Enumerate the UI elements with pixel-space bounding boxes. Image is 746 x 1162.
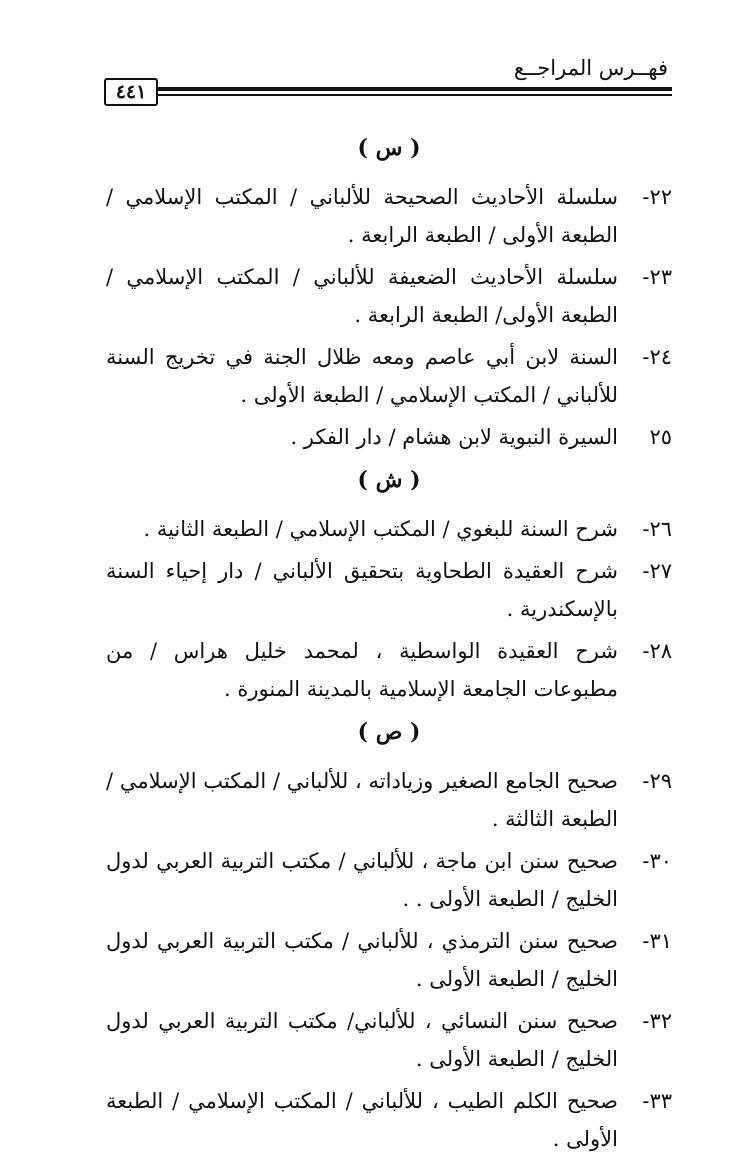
entry-number: ٢٥ — [649, 425, 672, 449]
header-rule-thick — [156, 87, 672, 91]
reference-entry — [106, 842, 672, 918]
reference-entry — [106, 762, 672, 838]
entry-text: صحيح الكلم الطيب ، للألباني / المكتب الإسلامي / الطبعة الأولى . — [106, 1089, 618, 1151]
entry-number: ٢٢- — [642, 185, 672, 209]
section-sheen — [106, 464, 672, 708]
section-heading: ( س ) — [357, 135, 421, 161]
references-index — [106, 124, 672, 1162]
header-rule-thin — [156, 94, 672, 96]
entry-text: سلسلة الأحاديث الضعيفة للألباني / المكتب الإسلامي / الطبعة الأولى/ الطبعة الرابعة . — [106, 265, 618, 327]
reference-entry — [106, 632, 672, 708]
reference-entry — [106, 1082, 672, 1158]
entry-number: ٣٢- — [642, 1009, 672, 1033]
entry-number: ٣٠- — [642, 849, 672, 873]
entry-text: السيرة النبوية لابن هشام / دار الفكر . — [290, 425, 618, 449]
entry-text: شرح العقيدة الطحاوية بتحقيق الألباني / دار إحياء السنة بالإسكندرية . — [106, 559, 618, 621]
entry-number: ٢٧- — [642, 559, 672, 583]
reference-entry — [106, 338, 672, 414]
entry-number: ٣١- — [642, 929, 672, 953]
reference-entry — [106, 418, 672, 456]
entry-text: صحيح سنن النسائي ، للألباني/ مكتب التربية العربي لدول الخليج / الطبعة الأولى . — [106, 1009, 618, 1071]
entry-number: ٣٣- — [642, 1089, 672, 1113]
entry-text: صحيح سنن الترمذي ، للألباني / مكتب التربية العربي لدول الخليج / الطبعة الأولى . — [106, 929, 618, 991]
section-heading: ( ص ) — [357, 719, 421, 745]
section-heading: ( ش ) — [357, 467, 421, 493]
page-number: ٤٤١ — [104, 78, 158, 106]
running-title: فهــرس المراجــع — [513, 56, 668, 80]
entry-text: صحيح الجامع الصغير وزياداته ، للألباني / المكتب الإسلامي / الطبعة الثالثة . — [106, 769, 618, 831]
entry-number: ٢٩- — [642, 769, 672, 793]
reference-entry — [106, 922, 672, 998]
section-seen — [106, 132, 672, 456]
entry-text: السنة لابن أبي عاصم ومعه ظلال الجنة في تخريج السنة للألباني / المكتب الإسلامي / الطبعة الأولى . — [106, 345, 618, 407]
entry-text: شرح العقيدة الواسطية ، لمحمد خليل هراس / من مطبوعات الجامعة الإسلامية بالمدينة المنورة . — [106, 639, 618, 701]
entry-number: ٢٦- — [642, 517, 672, 541]
entry-number: ٢٤- — [642, 345, 672, 369]
entry-number: ٢٣- — [642, 265, 672, 289]
reference-entry — [106, 1002, 672, 1078]
reference-entry — [106, 178, 672, 254]
entry-text: سلسلة الأحاديث الصحيحة للألباني / المكتب الإسلامي / الطبعة الأولى / الطبعة الرابعة . — [106, 185, 618, 247]
reference-entry — [106, 552, 672, 628]
reference-entry — [106, 258, 672, 334]
section-saad — [106, 716, 672, 1158]
page-header — [0, 0, 746, 110]
reference-entry — [106, 510, 672, 548]
entry-text: شرح السنة للبغوي / المكتب الإسلامي / الطبعة الثانية . — [143, 517, 618, 541]
entry-text: صحيح سنن ابن ماجة ، للألباني / مكتب التربية العربي لدول الخليج / الطبعة الأولى . . — [106, 849, 618, 911]
entry-number: ٢٨- — [642, 639, 672, 663]
